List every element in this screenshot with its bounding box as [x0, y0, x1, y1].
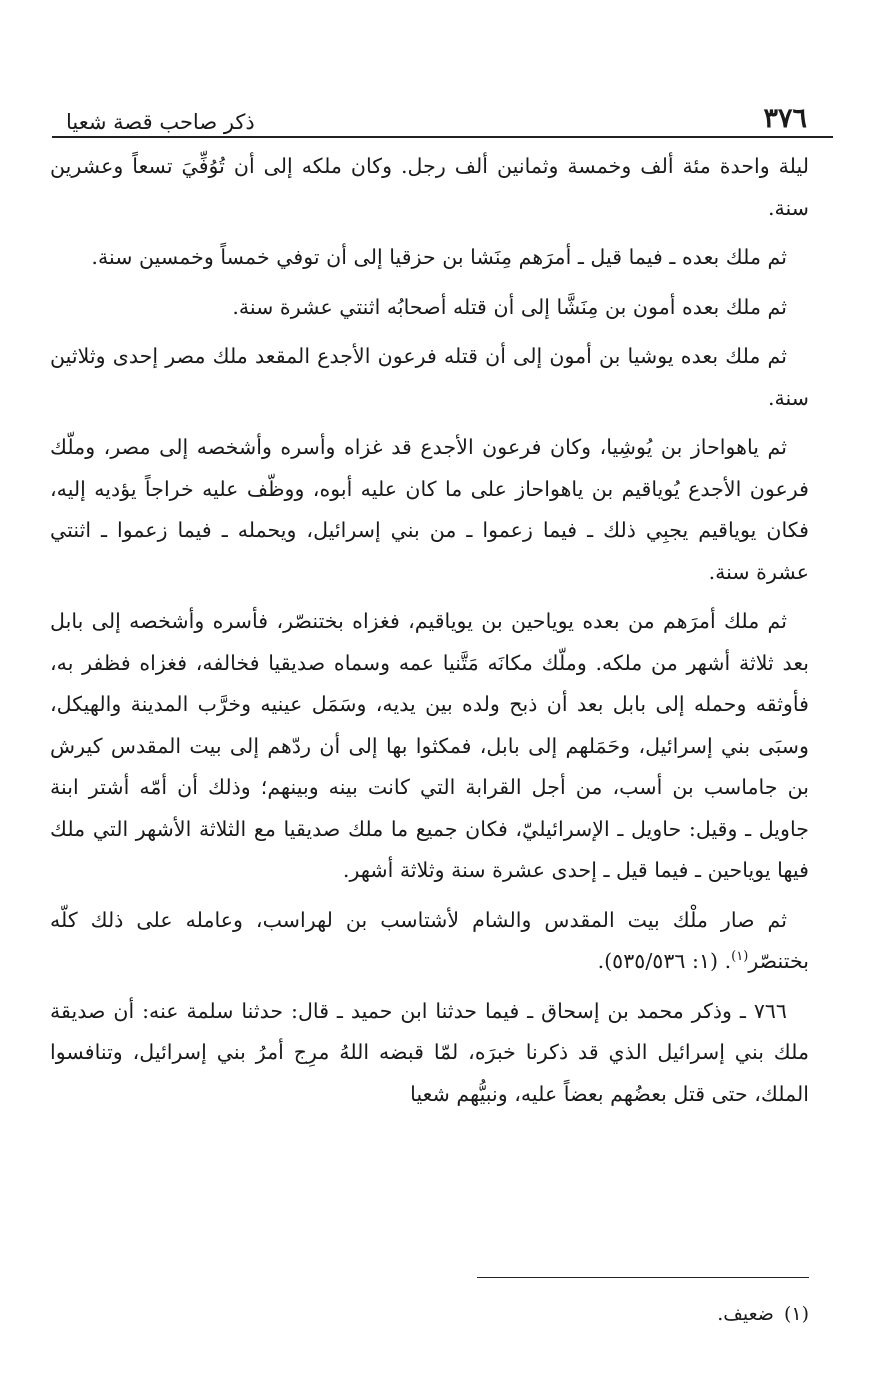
paragraph: ليلة واحدة مئة ألف وخمسة وثمانين ألف رجل. وكان ملكه إلى أن تُوُفِّيَ تسعاً وعشرين سنة. [50, 154, 809, 220]
running-title: ذكر صاحب قصة شعيا [66, 110, 255, 134]
main-text [50, 146, 809, 1123]
header-divider [52, 136, 833, 138]
paragraph-with-footnote [50, 900, 809, 983]
footnote-reference[interactable]: (١) [731, 949, 749, 965]
paragraph: ثم ملك أمرَهم من بعده يوياحين بن يوياقيم، فغزاه بختنصّر، فأسره وأشخصه إلى بابل بعد ثلاثة أشهر من ملكه. وملّك مكانَه مَتَّنيا عمه وسماه صديقيا فخالفه، فغزاه فظفر به، فأوثقه وحمله إلى بابل بعد أن ذبح ولده بين يديه، وسَمَل عينيه وخرَّب المدينة والهيكل، وسبَى بني إسرائيل، وحَمَلهم إلى بابل، فمكثوا بها إلى أن ردّهم إلى بيت المقدس كيرش بن جاماسب بن أسب، من أجل القرابة التي كانت بينه وبينهم؛ وذلك أن أمّه أشتر ابنة جاويل ـ وقيل: حاويل ـ الإسرائيليّ، فكان جميع ما ملك صديقيا مع الثلاثة الأشهر التي ملك فيها يوياحين ـ فيما قيل ـ إحدى عشرة سنة وثلاثة أشهر. [50, 609, 809, 882]
paragraph: ثم ياهواحاز بن يُوشِيا، وكان فرعون الأجدع قد غزاه وأسره وأشخصه إلى مصر، وملّك فرعون الأجدع يُوياقيم بن ياهواحاز على ما كان عليه أبوه، ووظّف عليه خراجاً يؤديه إليه، فكان يوياقيم يجبِي ذلك ـ فيما زعموا ـ من بني إسرائيل، ويحمله ـ فيما زعموا ـ اثنتي عشرة سنة. [50, 435, 809, 584]
paragraph: ثم ملك بعده أمون بن مِنَشَّا إلى أن قتله أصحابُه اثنتي عشرة سنة. [232, 294, 787, 319]
page-number: ٣٧٦ [763, 103, 807, 134]
paragraph-text: ثم صار ملْك بيت المقدس والشام لأشتاسب بن لهراسب، وعامله على ذلك كلّه بختنصّر [50, 907, 809, 973]
footnote-text: ضعيف. [717, 1303, 774, 1325]
footnote-divider [477, 1277, 809, 1278]
page-header [50, 86, 835, 134]
footnote [50, 1303, 809, 1325]
narration-paragraph: ٧٦٦ ـ وذكر محمد بن إسحاق ـ فيما حدثنا ابن حميد ـ قال: حدثنا سلمة عنه: أن صديقة ملك بني إسرائيل الذي قد ذكرنا خبرَه، لمّا قبضه اللهُ مرِج أمرُ بني إسرائيل، وتنافسوا الملك، حتى قتل بعضُهم بعضاً عليه، ونبيُّهم شعيا [50, 998, 809, 1106]
paragraph: ثم ملك بعده ـ فيما قيل ـ أمرَهم مِنَشا بن حزقيا إلى أن توفي خمساً وخمسين سنة. [91, 245, 787, 269]
paragraph: ثم ملك بعده يوشيا بن أمون إلى أن قتله فرعون الأجدع المقعد ملك مصر إحدى وثلاثين سنة. [50, 344, 809, 410]
footnote-number: (١) [783, 1303, 809, 1325]
citation: . (١: ٥٣٥/٥٣٦). [597, 949, 732, 973]
